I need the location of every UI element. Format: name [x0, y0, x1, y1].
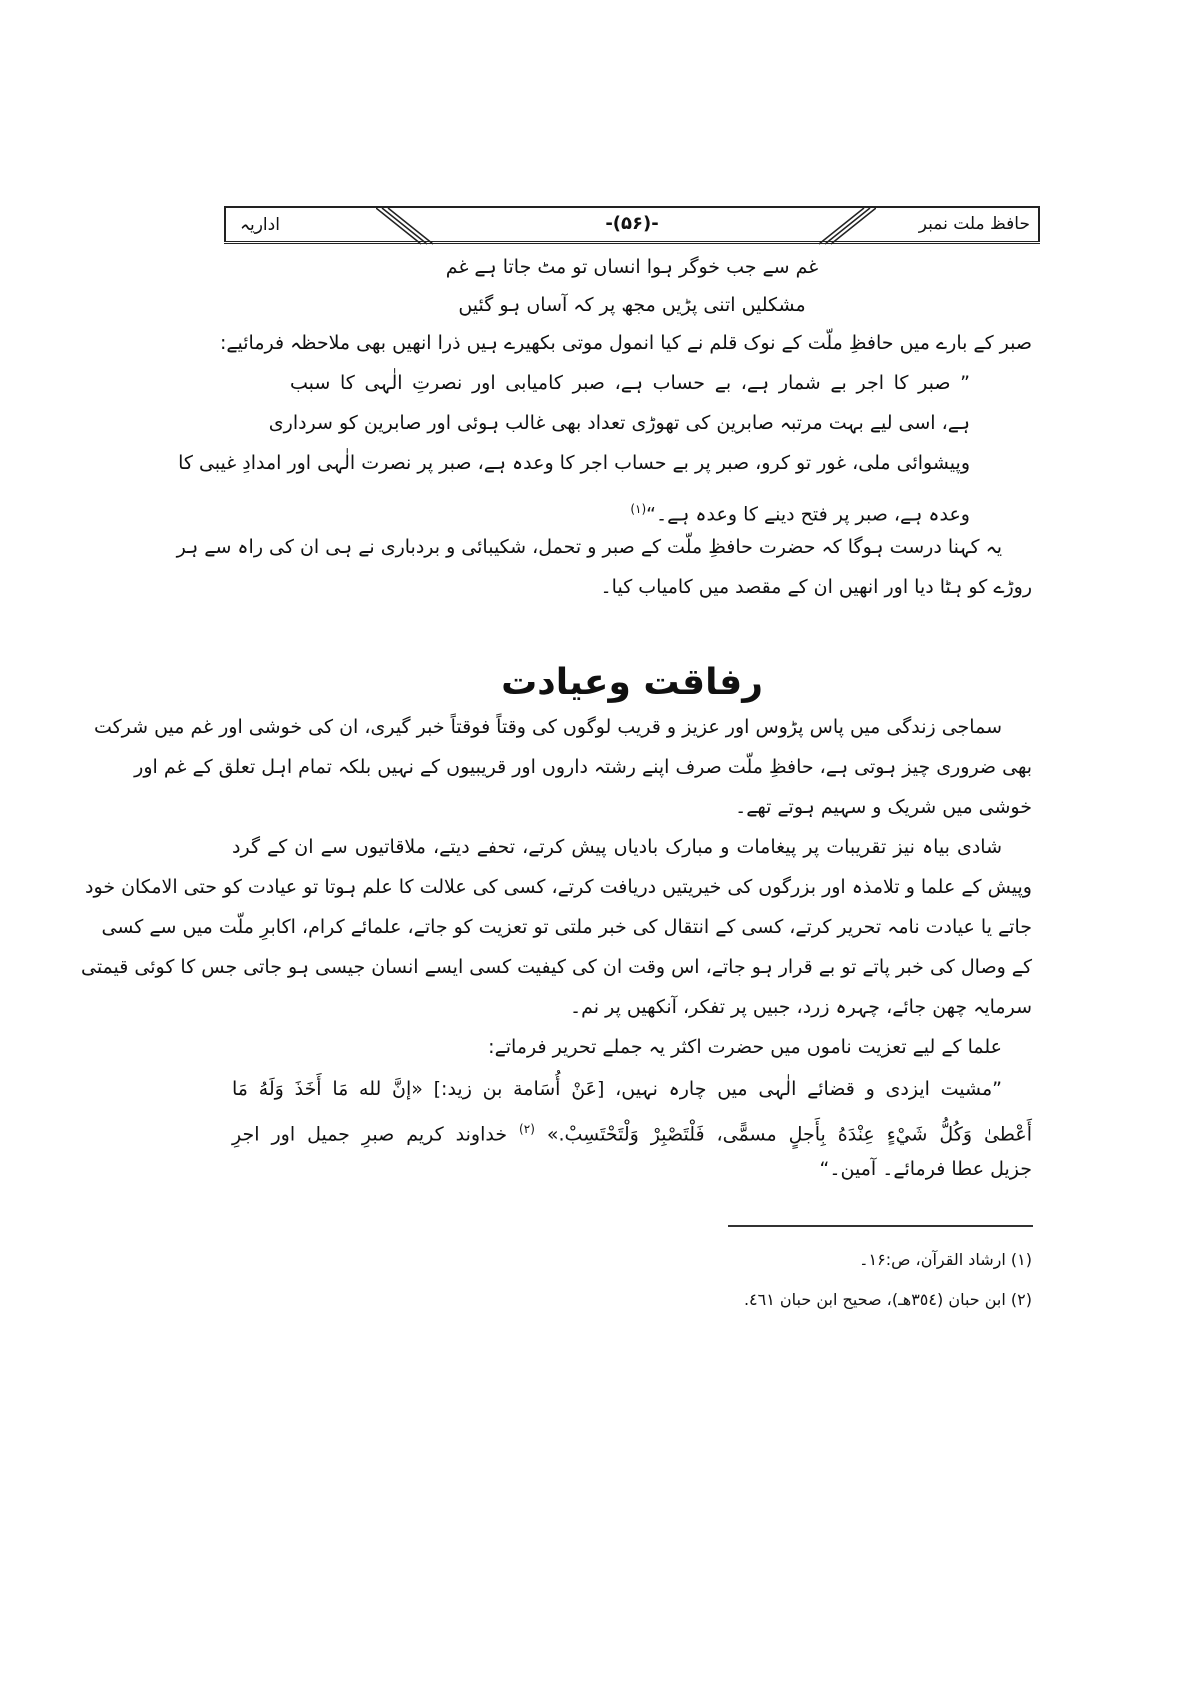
paragraph-line: سرمایہ چھن جائے، چہرہ زرد، جبیں پر تفکر، آنکھیں پر نم۔ — [570, 996, 1032, 1018]
page-number: -(۵۶)- — [605, 213, 659, 234]
paragraph-line: علما کے لیے تعزیت ناموں میں حضرت اکثر یہ جملے تحریر فرماتے: — [488, 1036, 1002, 1058]
paragraph-line: روڑے کو ہٹا دیا اور انھیں ان کے مقصد میں کامیاب کیا۔ — [600, 576, 1032, 598]
arabic-hadith-text: أَعْطىٰ وَكُلُّ شَيْءٍ عِنْدَهُ بِأَجلٍ مسمًّى، فَلْتَصْبِرْ وَلْتَحْتَسِبْ.» — [546, 1123, 1032, 1146]
intro-line: صبر کے بارے میں حافظِ ملّت کے نوک قلم نے کیا انمول موتی بکھیرے ہیں ذرا انھیں بھی ملاحظہ فرمائیے: — [220, 332, 1032, 354]
paragraph-line: شادی بیاہ نیز تقریبات پر پیغامات و مبارک بادیاں پیش کرتے، تحفے دیتے، ملاقاتیوں سے ان کے گرد — [232, 836, 1002, 858]
quote-line — [290, 494, 970, 529]
header-ornament-left — [376, 206, 466, 246]
paragraph-line: جزیل عطا فرمائے۔ آمین۔“ — [819, 1158, 1032, 1180]
paragraph-line: کے وصال کی خبر پاتے تو بے قرار ہو جاتے، اس وقت ان کی کیفیت کسی ایسے انسان جیسی ہو جاتی جس کا کوئی قیمتی — [80, 956, 1032, 978]
urdu-text: خداوند کریم صبرِ جمیل اور اجرِ — [232, 1123, 508, 1146]
paragraph-line: جاتے یا عیادت نامہ تحریر کرتے، کسی کے انتقال کی خبر ملتی تو تعزیت کو جاتے، علمائے کرام، اکابرِ ملّت میں سے کسی — [101, 916, 1032, 938]
header-rule — [224, 241, 1040, 244]
verse-line: مشکلیں اتنی پڑیں مجھ پر کہ آساں ہو گئیں — [458, 294, 806, 316]
section-heading: رفاقت وعیادت — [501, 662, 763, 703]
quote-line: وپیشوائی ملی، غور تو کرو، صبر پر بے حساب اجر کا وعدہ ہے، صبر پر نصرت الٰہی اور امدادِ غیبی کا — [178, 452, 970, 474]
quote-line: ” صبر کا اجر بے شمار ہے، بے حساب ہے، صبر کامیابی اور نصرتِ الٰہی کا سبب — [290, 372, 970, 394]
footnote-ref[interactable]: (۱) — [630, 502, 647, 516]
running-header — [224, 206, 1040, 242]
footnote: (۲) ابن حبان (٣٥٤هـ)، صحيح ابن حبان ٤٦١. — [743, 1290, 1032, 1309]
footnote-rule — [728, 1225, 1033, 1227]
header-section-title: اداریہ — [240, 215, 280, 235]
paragraph-line: وپیش کے علما و تلامذہ اور بزرگوں کی خیریتیں دریافت کرتے، کسی کی علالت کا علم ہوتا تو عیادت کو حتی الامکان خود — [85, 876, 1032, 898]
footnote-ref[interactable]: (۲) — [519, 1122, 535, 1136]
paragraph-line: سماجی زندگی میں پاس پڑوس اور عزیز و قریب لوگوں کی وقتاً فوقتاً خبر گیری، ان کی خوشی اور غم میں شرکت — [93, 716, 1002, 738]
paragraph-line — [232, 1114, 1032, 1149]
header-ornament-right — [786, 206, 876, 246]
footnote: (۱) ارشاد القرآن، ص:۱۶۔ — [859, 1250, 1032, 1269]
verse-line: غم سے جب خوگر ہوا انساں تو مٹ جاتا ہے غم — [445, 256, 819, 278]
paragraph-line: خوشی میں شریک و سہیم ہوتے تھے۔ — [735, 796, 1032, 818]
quote-text: وعدہ ہے، صبر پر فتح دینے کا وعدہ ہے۔“ — [646, 503, 970, 526]
paragraph-line: بھی ضروری چیز ہوتی ہے، حافظِ ملّت صرف اپنے رشتہ داروں اور قریبیوں کے نہیں بلکہ تمام اہل تعلق کے غم اور — [134, 756, 1032, 778]
header-magazine-title: حافظ ملت نمبر — [918, 214, 1030, 234]
paragraph-line: ”مشیت ایزدی و قضائے الٰہی میں چارہ نہیں، [عَنْ أُسَامة بن زيد:] «إنَّ لله مَا أَخَذَ وَلَهُ مَا — [232, 1078, 1002, 1100]
quote-line: ہے، اسی لیے بہت مرتبہ صابرین کی تھوڑی تعداد بھی غالب ہوئی اور صابرین کو سرداری — [268, 412, 970, 434]
paragraph-line: یہ کہنا درست ہوگا کہ حضرت حافظِ ملّت کے صبر و تحمل، شکیبائی و بردباری نے ہی ان کی راہ سے ہر — [176, 536, 1002, 558]
